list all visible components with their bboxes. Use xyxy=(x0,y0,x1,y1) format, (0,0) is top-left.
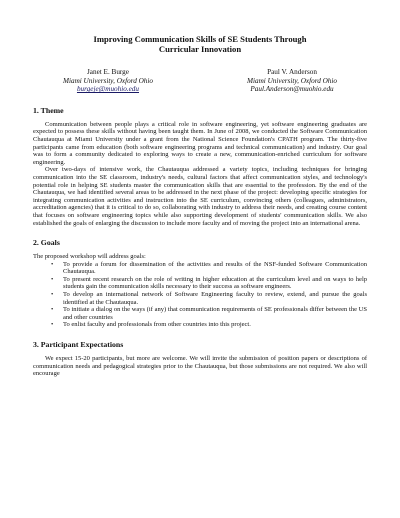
section-heading-goals: 2. Goals xyxy=(33,238,60,248)
author-name: Janet E. Burge xyxy=(86,68,129,76)
author-email-link[interactable]: burgeje@muohio.edu xyxy=(76,85,139,94)
goals-intro: The proposed workshop will address goals: xyxy=(33,253,146,261)
list-item xyxy=(53,276,367,291)
author-email: Paul.Anderson@muohio.edu xyxy=(250,85,334,94)
paper-title-line-1: Improving Communication Skills of SE Students Through xyxy=(93,34,307,44)
expectations-paragraph-1: We expect 15-20 participants, but more are welcome. We will invite the submission of position papers or descriptions of communication needs and pedagogical strategies prior to the Chautauqua, but those submissions are not required. We also will encourage xyxy=(33,355,367,378)
author-name: Paul V. Anderson xyxy=(267,68,317,76)
bullet-icon: • xyxy=(51,260,54,268)
author-1 xyxy=(63,68,153,94)
bullet-icon: • xyxy=(51,291,54,299)
goal-text: To enlist faculty and professionals from other countries into this project. xyxy=(63,321,251,329)
author-block xyxy=(63,68,337,94)
list-item xyxy=(53,261,367,276)
bullet-icon: • xyxy=(51,275,54,283)
goal-text: To develop an international network of Software Engineering faculty to review, extend, and pursue the goals identified at the Chautauqua. xyxy=(63,291,367,306)
goal-text: To provide a forum for dissemination of the activities and results of the NSF-funded Software Communication Chautauqua. xyxy=(63,260,367,276)
list-item xyxy=(53,321,367,329)
paper-title xyxy=(33,34,367,54)
bullet-icon: • xyxy=(51,321,54,329)
goal-text: To present recent research on the role of writing in higher education at the curriculum level and on ways to help students gain the communication skills necessary to their success as software engineers. xyxy=(63,275,367,291)
bullet-icon: • xyxy=(51,306,54,314)
author-2 xyxy=(247,68,337,94)
author-affiliation: Miami University, Oxford Ohio xyxy=(63,76,153,85)
author-affiliation: Miami University, Oxford Ohio xyxy=(247,76,337,85)
section-heading-theme: 1. Theme xyxy=(33,105,64,115)
paper-title-line-2: Curricular Innovation xyxy=(158,44,242,54)
section-heading-participant-expectations: 3. Participant Expectations xyxy=(33,340,124,350)
list-item xyxy=(53,291,367,306)
goal-text: To initiate a dialog on the ways (if any) that communication requirements of SE professionals differ between the US and other countries xyxy=(63,306,367,321)
theme-paragraph-1: Communication between people plays a critical role in software engineering, yet software engineering graduates are expected to possess these skills without having been taught them. In June of 2008, we conducted the Software Communication Chautauqua at Miami University under a grant from the National Science Foundation's CPATH program. The thirty-five participants came from education (both software engineering programs and technical communication) and industry. Our goal was to form a community dedicated to exploring ways to create a new, communication-enriched curriculum for software engineering. xyxy=(33,120,367,166)
list-item xyxy=(53,306,367,321)
theme-paragraph-2: Over two-days of intensive work, the Chautauqua addressed a variety topics, including techniques for bringing communication into the SE classroom, industry's needs, cultural factors that affect communication styles, and technology's potential role in helping SE students master the communication skills that are essential to the profession. By the end of the Chautauqua, we had identified several areas to be addressed in the next phase of the project: developing specific strategies for integrating communication activities and instruction into the SE curriculum, convincing others (colleagues, administrators, accreditation agencies) that it is critical to do so, collaborating with industry to address their needs, and creating course content that focuses on software engineering topics while also supporting development of students' communication skills. We also established the goals of enlarging the discussion to include more faculty and of moving the project into an international arena. xyxy=(33,166,367,227)
goals-list xyxy=(33,261,367,329)
